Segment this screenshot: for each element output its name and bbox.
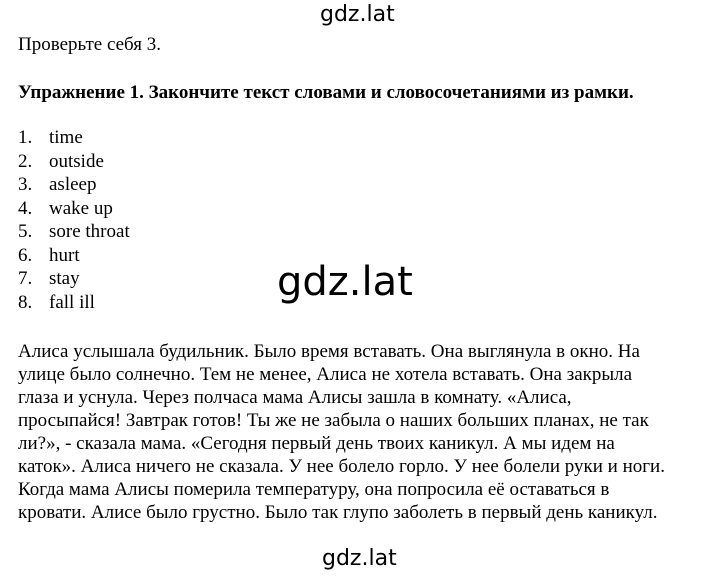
page-heading: Проверьте себя 3. (18, 34, 161, 55)
story-line: Когда мама Алисы померила температуру, она попросила её оставаться в (18, 479, 610, 500)
item-word: asleep (49, 174, 97, 195)
item-word: fall ill (49, 291, 95, 313)
watermark-bottom: gdz.lat (322, 546, 397, 571)
list-item (18, 150, 130, 174)
item-word: wake up (49, 197, 113, 219)
item-word: time (49, 127, 83, 148)
item-number: 2. (18, 150, 33, 172)
story-line: каток». Алиса ничего не сказала. У нее болело горло. У нее болели руки и ноги. (18, 456, 665, 477)
story-line: просыпайся! Завтрак готов! Ты же не забыла о наших больших планах, не так (18, 410, 649, 431)
item-number: 3. (18, 174, 33, 195)
item-word: hurt (49, 244, 80, 266)
story-line: улице было солнечно. Тем не менее, Алиса не хотела вставать. Она закрыла (18, 364, 633, 385)
item-number: 1. (18, 127, 33, 148)
story-line: Алиса услышала будильник. Было время вставать. Она выглянула в окно. На (18, 341, 640, 362)
story-line: глаза и уснула. Через полчаса мама Алисы зашла в комнату. «Алиса, (18, 387, 572, 408)
watermark-top: gdz.lat (320, 2, 395, 27)
list-item (18, 291, 130, 315)
item-number: 6. (18, 244, 33, 266)
word-list (18, 126, 130, 314)
item-word: sore throat (49, 221, 130, 242)
list-item (18, 220, 130, 244)
item-word: outside (49, 150, 104, 172)
list-item (18, 267, 130, 291)
list-item (18, 197, 130, 221)
list-item (18, 126, 130, 150)
item-word: stay (49, 268, 80, 289)
story-line: ли?», - сказала мама. «Сегодня первый день твоих каникул. А мы идем на (18, 433, 615, 454)
watermark-center: gdz.lat (277, 259, 413, 305)
item-number: 7. (18, 268, 33, 289)
item-number: 4. (18, 197, 33, 219)
list-item (18, 244, 130, 268)
list-item (18, 173, 130, 197)
exercise-title: Упражнение 1. Закончите текст словами и словосочетаниями из рамки. (18, 82, 634, 103)
story-line: кровати. Алисе было грустно. Было так глупо заболеть в первый день каникул. (18, 502, 658, 523)
item-number: 8. (18, 291, 33, 313)
item-number: 5. (18, 221, 33, 242)
story-text (18, 340, 665, 524)
